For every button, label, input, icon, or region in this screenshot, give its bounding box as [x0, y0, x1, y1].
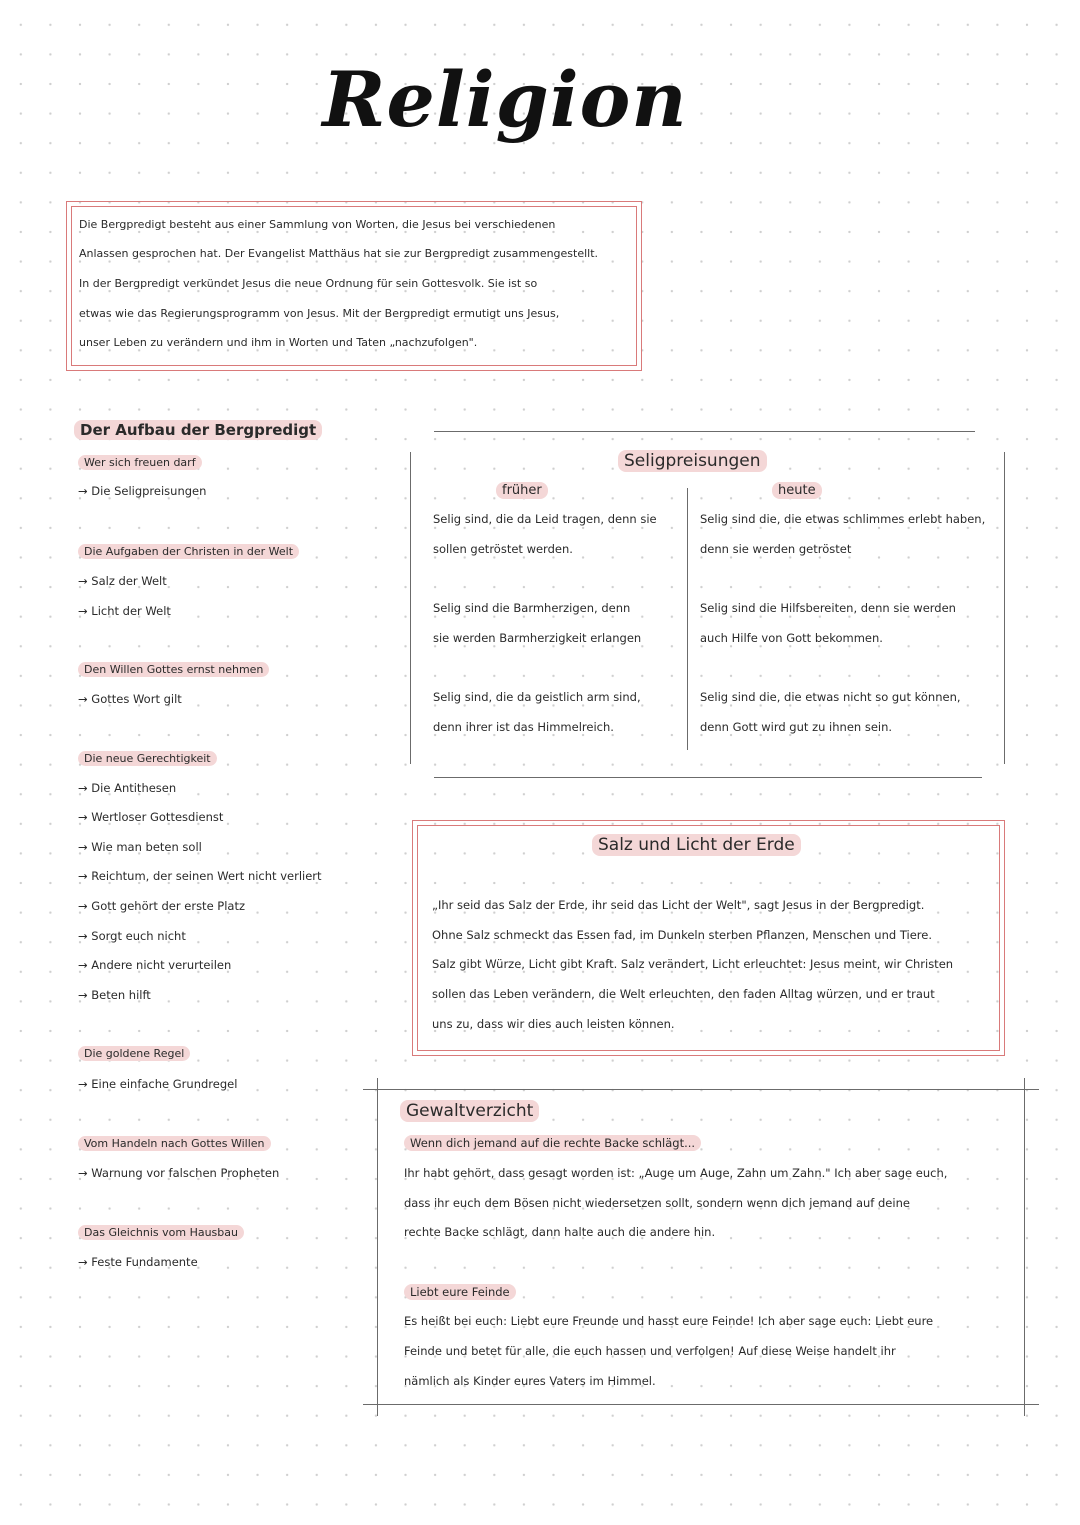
section-title: Die neue Gerechtigkeit [78, 752, 217, 765]
frame-right-line [1024, 1078, 1025, 1416]
gewalt-line: dass ihr euch dem Bösen nicht wiedersetzen sollt, sondern wenn dich jemand auf deine [404, 1196, 910, 1210]
section-item: → Wertloser Gottesdienst [78, 810, 224, 824]
intro-line: Die Bergpredigt besteht aus einer Sammlung von Worten, die Jesus bei verschiedenen [79, 218, 556, 231]
frame-top-line [363, 1089, 1039, 1090]
page-title: Religion [322, 55, 688, 144]
gewalt-line: Es heißt bei euch: Liebt eure Freunde und hasst eure Feinde! Ich aber sage euch: Liebt eure [404, 1314, 934, 1328]
section-title: Die goldene Regel [78, 1047, 190, 1060]
frueher-text: Selig sind, die da geistlich arm sind, [433, 690, 641, 704]
salz-heading: Salz und Licht der Erde [592, 835, 801, 855]
frueher-text: denn ihrer ist das Himmelreich. [433, 720, 614, 734]
intro-line: unser Leben zu verändern und ihm in Worten und Taten „nachzufolgen". [79, 336, 478, 349]
heute-text: denn Gott wird gut zu ihnen sein. [700, 720, 893, 734]
frame-left-line [410, 452, 411, 764]
section-item: → Reichtum, der seinen Wert nicht verliert [78, 869, 322, 883]
column-divider [687, 488, 688, 750]
frame-bottom-line [363, 1404, 1039, 1405]
section-item: → Andere nicht verurteilen [78, 958, 232, 972]
section-item: → Warnung vor falschen Propheten [78, 1166, 280, 1180]
col-frueher: früher [496, 483, 548, 498]
gewalt-subtitle: Wenn dich jemand auf die rechte Backe schlägt... [404, 1136, 701, 1150]
section-item: → Die Antithesen [78, 781, 177, 795]
intro-line: In der Bergpredigt verkündet Jesus die neue Ordnung für sein Gottesvolk. Sie ist so [79, 277, 538, 290]
section-item: → Die Seligpreisungen [78, 484, 207, 498]
seligpreisungen-heading: Seligpreisungen [618, 451, 767, 471]
salz-line: uns zu, dass wir dies auch leisten können. [432, 1017, 675, 1031]
frueher-text: Selig sind die Barmherzigen, denn [433, 601, 631, 615]
salz-line: Salz gibt Würze, Licht gibt Kraft. Salz verändert, Licht erleuchtet: Jesus meint, wir Christen [432, 957, 954, 971]
section-title: Wer sich freuen darf [78, 456, 202, 469]
heute-text: Selig sind die Hilfsbereiten, denn sie werden [700, 601, 956, 615]
salz-line: sollen das Leben verändern, die Welt erleuchten, den faden Alltag würzen, und er traut [432, 987, 935, 1001]
aufbau-heading: Der Aufbau der Bergpredigt [74, 421, 322, 439]
salz-line: Ohne Salz schmeckt das Essen fad, im Dunkeln sterben Pflanzen, Menschen und Tiere. [432, 928, 932, 942]
salz-line: „Ihr seid das Salz der Erde, ihr seid das Licht der Welt", sagt Jesus in der Bergpredigt. [432, 898, 925, 912]
heute-text: Selig sind die, die etwas schlimmes erlebt haben, [700, 512, 986, 526]
section-item: → Feste Fundamente [78, 1255, 198, 1269]
section-title: Das Gleichnis vom Hausbau [78, 1226, 244, 1239]
gewalt-line: Feinde und betet für alle, die euch hassen und verfolgen! Auf diese Weise handelt ihr [404, 1344, 896, 1358]
gewalt-line: nämlich als Kinder eures Vaters im Himmel. [404, 1374, 656, 1388]
gewalt-heading: Gewaltverzicht [400, 1101, 539, 1121]
gewalt-line: rechte Backe schlägt, dann halte auch die andere hin. [404, 1225, 716, 1239]
section-item: → Sorgt euch nicht [78, 929, 186, 943]
section-title: Den Willen Gottes ernst nehmen [78, 663, 269, 676]
intro-line: etwas wie das Regierungsprogramm von Jesus. Mit der Bergpredigt ermutigt uns Jesus, [79, 307, 560, 320]
frueher-text: sie werden Barmherzigkeit erlangen [433, 631, 642, 645]
intro-line: Anlassen gesprochen hat. Der Evangelist Matthäus hat sie zur Bergpredigt zusammengestellt. [79, 247, 599, 260]
frueher-text: Selig sind, die da Leid tragen, denn sie [433, 512, 657, 526]
frueher-text: sollen getröstet werden. [433, 542, 573, 556]
heute-text: denn sie werden getröstet [700, 542, 852, 556]
frame-right-line [1004, 452, 1005, 764]
section-title: Vom Handeln nach Gottes Willen [78, 1137, 271, 1150]
section-item: → Gottes Wort gilt [78, 692, 182, 706]
divider-line [434, 777, 982, 778]
gewalt-line: Ihr habt gehört, dass gesagt worden ist: „Auge um Auge, Zahn um Zahn." Ich aber sage euch, [404, 1166, 948, 1180]
section-item: → Eine einfache Grundregel [78, 1077, 238, 1091]
section-item: → Wie man beten soll [78, 840, 202, 854]
section-title: Die Aufgaben der Christen in der Welt [78, 545, 299, 558]
section-item: → Beten hilft [78, 988, 151, 1002]
divider-line [434, 431, 975, 432]
section-item: → Licht der Welt [78, 604, 171, 618]
heute-text: Selig sind die, die etwas nicht so gut können, [700, 690, 961, 704]
section-item: → Salz der Welt [78, 574, 167, 588]
section-item: → Gott gehört der erste Platz [78, 899, 246, 913]
frame-left-line [377, 1078, 378, 1416]
heute-text: auch Hilfe von Gott bekommen. [700, 631, 883, 645]
gewalt-subtitle: Liebt eure Feinde [404, 1285, 516, 1299]
col-heute: heute [772, 483, 822, 498]
